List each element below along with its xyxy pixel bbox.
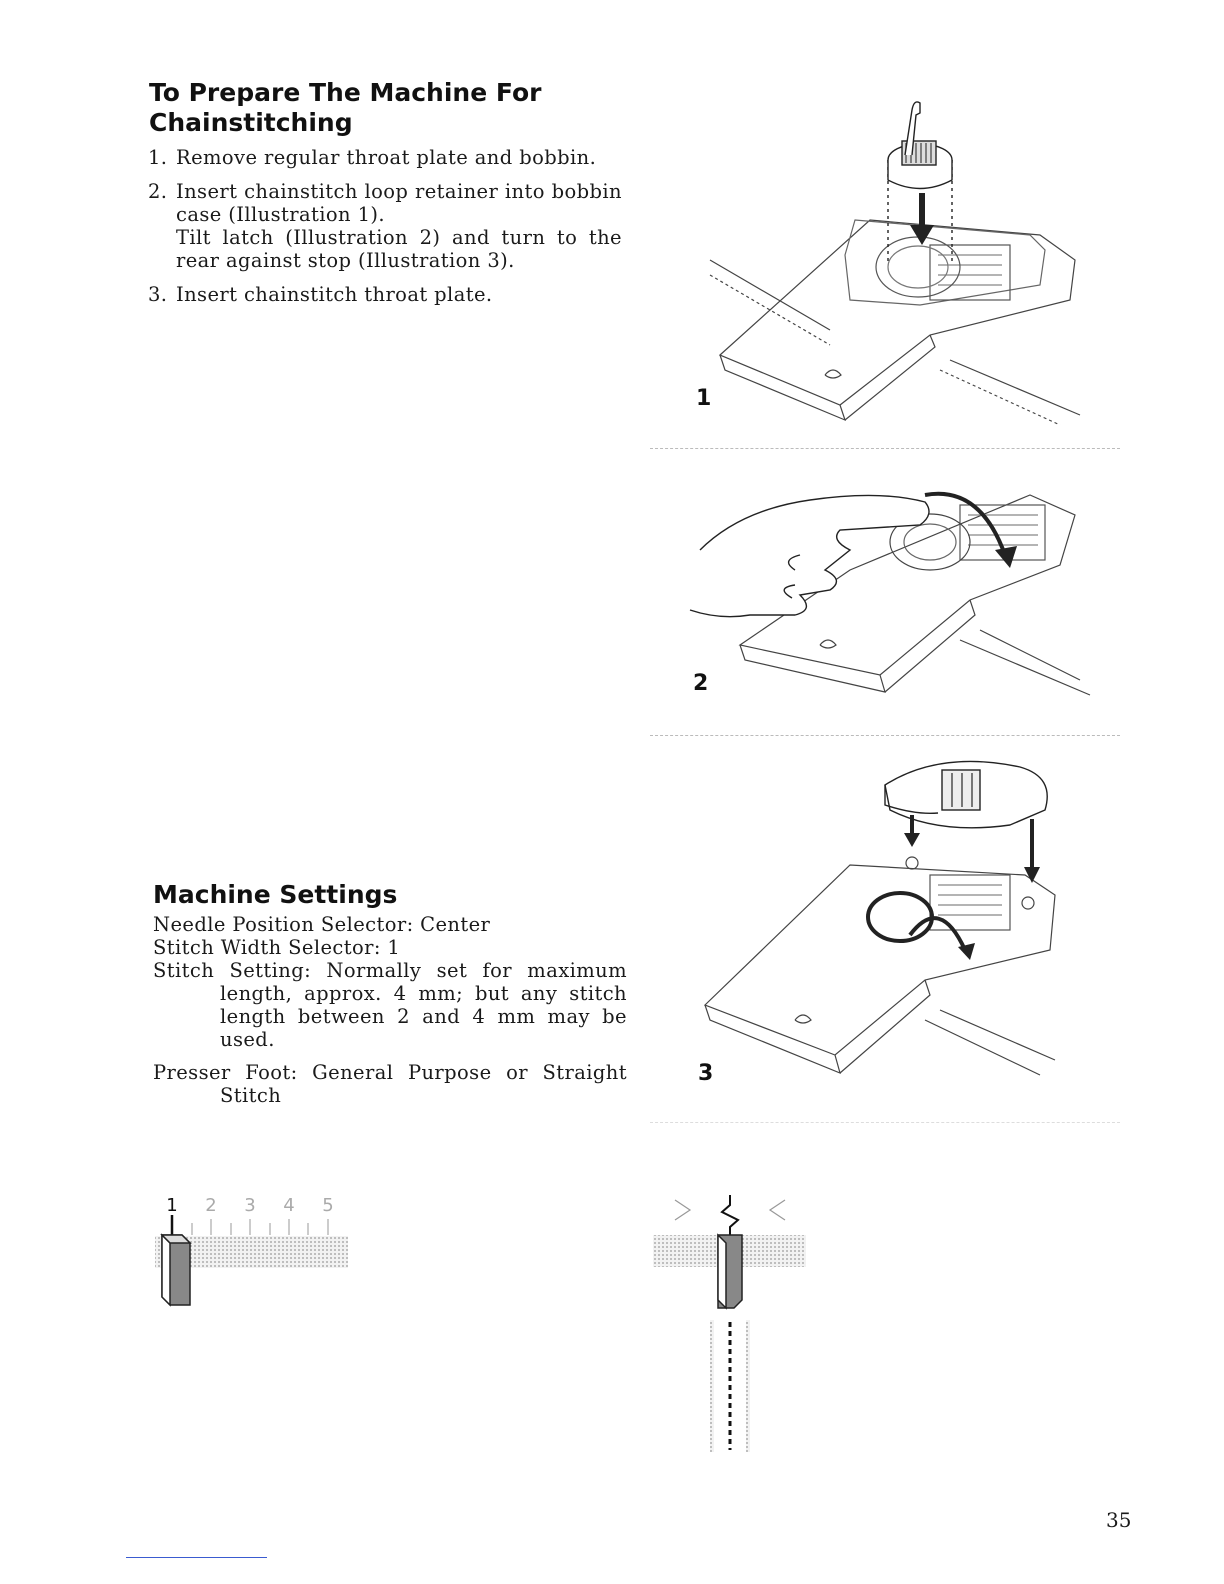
presser-foot-setting-line: Stitch <box>220 1084 282 1107</box>
step-number: 2. <box>148 180 168 203</box>
illustration-2-number: 2 <box>693 671 709 696</box>
instruction-steps <box>148 146 622 317</box>
needle-position-setting: Needle Position Selector: Center <box>153 913 491 936</box>
illustration-1-loop-retainer <box>680 85 1100 430</box>
section-title-line-2: Chainstitching <box>149 108 353 137</box>
selector-number-3: 3 <box>244 1195 256 1216</box>
divider <box>650 448 1120 449</box>
step-number: 1. <box>148 146 168 169</box>
stitch-setting-line: used. <box>220 1028 275 1051</box>
stitch-setting-line: Stitch Setting: Normally set for maximum <box>153 959 627 982</box>
bottom-rule <box>126 1557 267 1558</box>
illustration-3-number: 3 <box>698 1061 714 1086</box>
stitch-setting-line: length between 2 and 4 mm may be <box>220 1005 627 1028</box>
selector-number-2: 2 <box>205 1195 217 1216</box>
stitch-setting-line: length, approx. 4 mm; but any stitch <box>220 982 627 1005</box>
section-title-line-1: To Prepare The Machine For <box>149 78 542 107</box>
step-text: Remove regular throat plate and bobbin. <box>176 146 597 169</box>
step-text: Insert chainstitch throat plate. <box>176 283 493 306</box>
selector-number-4: 4 <box>283 1195 295 1216</box>
section-title <box>149 78 629 138</box>
needle-position-diagram <box>150 1185 360 1320</box>
divider <box>650 735 1120 736</box>
illustration-1-number: 1 <box>696 386 712 411</box>
step-3 <box>148 283 622 306</box>
illustration-3-throat-plate <box>680 755 1100 1095</box>
step-text: rear against stop (Illustration 3). <box>176 249 515 272</box>
page-number: 35 <box>1106 1508 1132 1532</box>
illustration-2-tilt-latch <box>680 470 1100 710</box>
presser-foot-setting: Presser Foot: General Purpose or Straight <box>153 1061 627 1084</box>
divider <box>650 1122 1120 1123</box>
selector-number-5: 5 <box>322 1195 334 1216</box>
stitch-width-setting: Stitch Width Selector: 1 <box>153 936 401 959</box>
step-text: Tilt latch (Illustration 2) and turn to the <box>176 226 622 249</box>
selector-number-1: 1 <box>166 1195 178 1216</box>
stitch-width-diagram <box>650 1190 810 1460</box>
machine-settings <box>153 913 627 1107</box>
machine-settings-title: Machine Settings <box>153 880 398 909</box>
step-text: Insert chainstitch loop retainer into bobbin <box>176 180 622 203</box>
step-text: case (Illustration 1). <box>176 203 386 226</box>
step-1 <box>148 146 622 169</box>
step-2 <box>148 180 622 272</box>
step-number: 3. <box>148 283 168 306</box>
